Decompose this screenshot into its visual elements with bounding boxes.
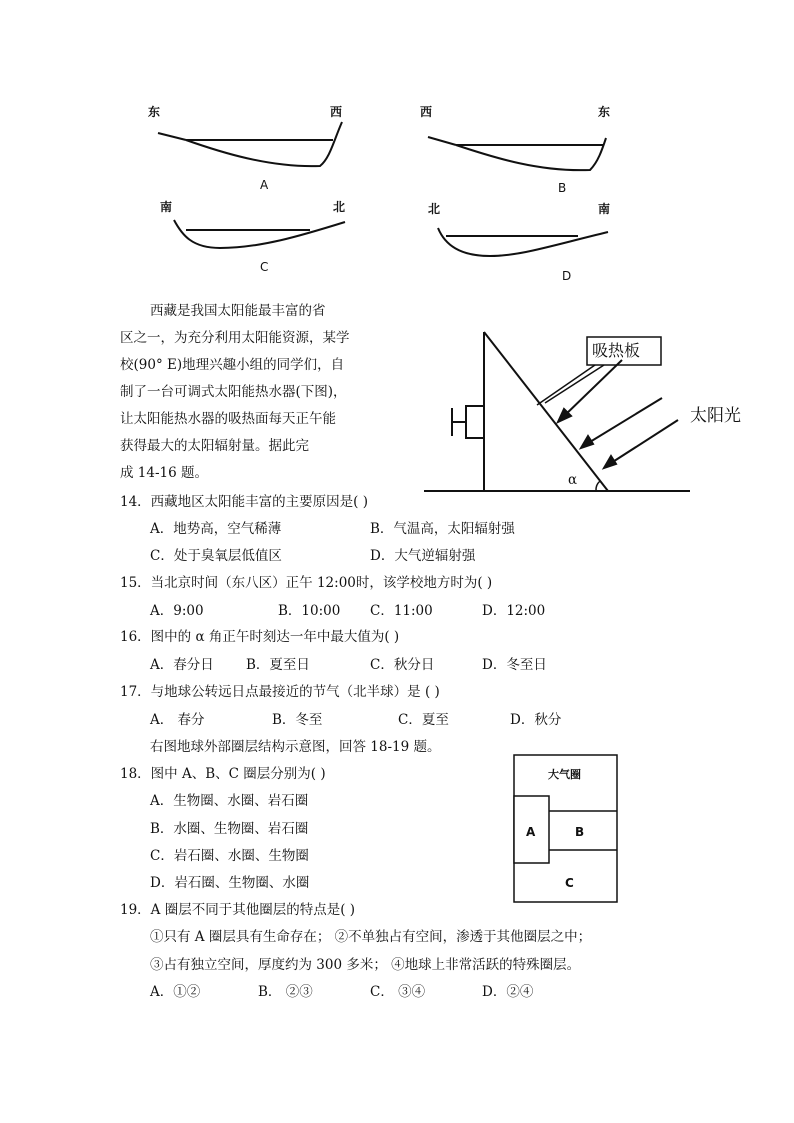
option-d[interactable]: D．冬至日	[482, 657, 547, 673]
option-b[interactable]: B．10:00	[278, 603, 341, 619]
intro-line: 西藏是我国太阳能最丰富的省	[150, 303, 326, 319]
question-stem: 19．A 圈层不同于其他圈层的特点是( )	[120, 902, 356, 918]
option-d[interactable]: D．12:00	[482, 603, 546, 619]
profile-label: C	[260, 260, 269, 274]
statement-line-1: ①只有 A 圈层具有生命存在； ②不单独占有空间，渗透于其他圈层之中；	[150, 929, 592, 945]
profile-label: A	[260, 178, 269, 192]
direction-label: 北	[428, 202, 441, 216]
layer-b-label: B	[575, 825, 585, 839]
option-d[interactable]: D．秋分	[510, 712, 562, 728]
option-c[interactable]: C．处于臭氧层低值区	[150, 548, 282, 564]
option-c[interactable]: C．夏至	[398, 712, 449, 728]
direction-label: 东	[598, 105, 611, 119]
question-stem: 16．图中的 α 角正午时刻达一年中最大值为( )	[120, 629, 400, 645]
option-c[interactable]: C．秋分日	[370, 657, 435, 673]
direction-label: 北	[333, 200, 346, 214]
direction-label: 西	[330, 105, 343, 119]
layer-c-label: C	[565, 876, 574, 890]
question-stem: 14．西藏地区太阳能丰富的主要原因是( )	[120, 494, 369, 510]
intro-line: 区之一，为充分利用太阳能资源，某学	[120, 330, 350, 346]
direction-label: 西	[420, 105, 433, 119]
intro-18-19: 右图地球外部圈层结构示意图，回答 18-19 题。	[150, 739, 441, 755]
intro-line: 制了一台可调式太阳能热水器(下图)，	[120, 384, 347, 400]
intro-line: 成 14-16 题。	[120, 465, 209, 481]
atmosphere-label: 大气圈	[548, 768, 581, 781]
option-a[interactable]: A．①②	[150, 984, 201, 1000]
option-a[interactable]: A．地势高，空气稀薄	[150, 521, 282, 537]
option-b[interactable]: B．夏至日	[246, 657, 310, 673]
option-a[interactable]: A．9:00	[150, 603, 204, 619]
intro-line: 校(90° E)地理兴趣小组的同学们，自	[120, 357, 345, 373]
option-c[interactable]: C．岩石圈、水圈、生物圈	[150, 848, 309, 864]
option-b[interactable]: B． ②③	[258, 984, 313, 1000]
direction-label: 南	[160, 200, 173, 214]
layer-a-label: A	[526, 825, 536, 839]
direction-label: 南	[598, 202, 611, 216]
option-a[interactable]: A．春分日	[150, 657, 214, 673]
angle-alpha-label: α	[568, 472, 578, 488]
option-a[interactable]: A． 春分	[150, 712, 205, 728]
statement-line-2: ③占有独立空间，厚度约为 300 多米； ④地球上非常活跃的特殊圈层。	[150, 957, 581, 973]
option-c[interactable]: C．11:00	[370, 603, 433, 619]
heat-panel-label: 吸热板	[592, 341, 641, 360]
option-b[interactable]: B．水圈、生物圈、岩石圈	[150, 821, 309, 837]
intro-line: 让太阳能热水器的吸热面每天正午能	[120, 411, 336, 427]
question-stem: 17．与地球公转远日点最接近的节气（北半球）是 ( )	[120, 684, 440, 700]
option-c[interactable]: C． ③④	[370, 984, 426, 1000]
option-a[interactable]: A．生物圈、水圈、岩石圈	[150, 793, 309, 809]
question-stem: 18．图中 A、B、C 圈层分别为( )	[120, 766, 326, 782]
profile-label: D	[562, 269, 572, 283]
option-d[interactable]: D．②④	[482, 984, 534, 1000]
option-b[interactable]: B．气温高，太阳辐射强	[370, 521, 515, 537]
option-b[interactable]: B．冬至	[272, 712, 323, 728]
option-d[interactable]: D．大气逆辐射强	[370, 548, 476, 564]
profile-label: B	[558, 181, 567, 195]
sunlight-label: 太阳光	[690, 406, 741, 426]
direction-label: 东	[148, 105, 161, 119]
question-stem: 15．当北京时间（东八区）正午 12:00时，该学校地方时为( )	[120, 575, 493, 591]
option-d[interactable]: D．岩石圈、生物圈、水圈	[150, 875, 310, 891]
intro-line: 获得最大的太阳辐射量。据此完	[120, 438, 309, 454]
